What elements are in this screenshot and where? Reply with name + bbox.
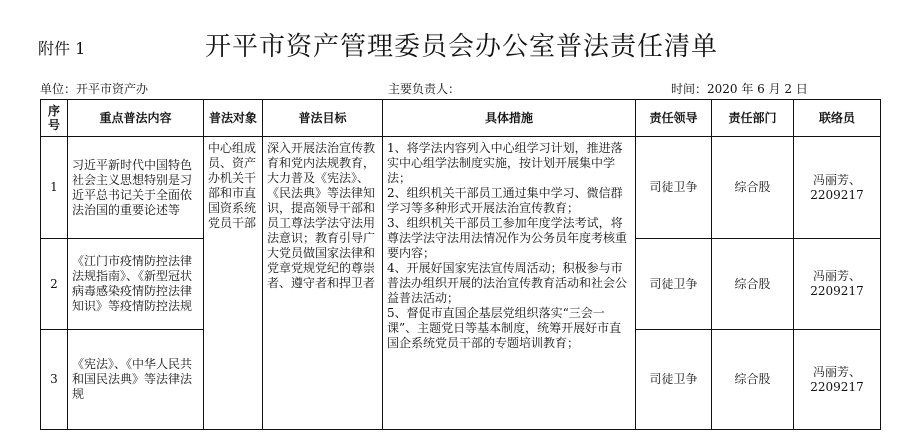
- row-dept: 综合股: [712, 239, 794, 330]
- col-header-dept: 责任部门: [712, 100, 794, 137]
- row-dept: 综合股: [712, 330, 794, 430]
- measure-item: 5、督促市直国企基层党组织落实“三会一课”、主题党日等基本制度，统筹开展好市直国企系统党员干部的专题培训教育；: [387, 306, 622, 350]
- responsibility-table: [40, 99, 881, 430]
- row-content: 《宪法》、《中华人民共和国民法典》等法律法规: [68, 330, 204, 430]
- measure-item: 4、开展好国家宪法宣传周活动；积极参与市普法办组织开展的法治宣传教育活动和社会公益普法活动；: [387, 261, 628, 305]
- row-leader: 司徒卫争: [636, 330, 712, 430]
- measure-item: 1、将学法内容列入中心组学习计划，推进落实中心组学法制度实施，按计划开展集中学法；: [387, 141, 623, 185]
- row-contact: 冯丽芳、2209217: [794, 239, 881, 330]
- measures-cell: [383, 137, 636, 430]
- col-header-seq: 序 号: [41, 100, 68, 137]
- row-content: 习近平新时代中国特色社会主义思想特别是习近平总书记关于全面依法治国的重要论述等: [68, 137, 204, 239]
- col-header-contact: 联络员: [794, 100, 881, 137]
- measure-item: 2、组织机关干部员工通过集中学习、微信群学习等多种形式开展法治宣传教育；: [387, 186, 623, 215]
- row-contact: 冯丽芳、2209217: [794, 330, 881, 430]
- row-seq: 2: [41, 239, 68, 330]
- col-header-goal: 普法目标: [263, 100, 383, 137]
- responsible-label: 主要负责人：: [388, 82, 461, 96]
- target-cell: 中心组成员、资产办机关干部和市直国资系统党员干部: [204, 137, 263, 430]
- col-header-leader: 责任领导: [636, 100, 712, 137]
- unit-label: 单位：开平市资产办: [40, 82, 149, 96]
- table-row: [41, 137, 881, 239]
- row-contact: 冯丽芳、2209217: [794, 137, 881, 239]
- row-seq: 3: [41, 330, 68, 430]
- document-title: 开平市资产管理委员会办公室普法责任清单: [205, 32, 719, 62]
- date-label: 时间：2020 年 6 月 2 日: [671, 82, 808, 96]
- measure-item: 3、组织机关干部员工参加年度学法考试，将尊法学法守法用法情况作为公务员年度考核重要内容；: [387, 216, 628, 260]
- row-leader: 司徒卫争: [636, 239, 712, 330]
- col-header-content: 重点普法内容: [68, 100, 204, 137]
- attachment-label: 附件 1: [38, 39, 86, 58]
- table-header-row: [41, 100, 881, 137]
- row-leader: 司徒卫争: [636, 137, 712, 239]
- col-header-target: 普法对象: [204, 100, 263, 137]
- col-header-measures: 具体措施: [383, 100, 636, 137]
- row-content: 《江门市疫情防控法律法规指南》、《新型冠状病毒感染疫情防控法律知识》等疫情防控法规: [68, 239, 204, 330]
- goal-cell: 深入开展法治宣传教育和党内法规教育，大力普及《宪法》、《民法典》等法律知识，提高领导干部和员工尊法学法守法用法意识；教育引导广大党员做国家法律和党章党规党纪的尊崇者、遵守者和捍卫者: [263, 137, 383, 430]
- row-seq: 1: [41, 137, 68, 239]
- row-dept: 综合股: [712, 137, 794, 239]
